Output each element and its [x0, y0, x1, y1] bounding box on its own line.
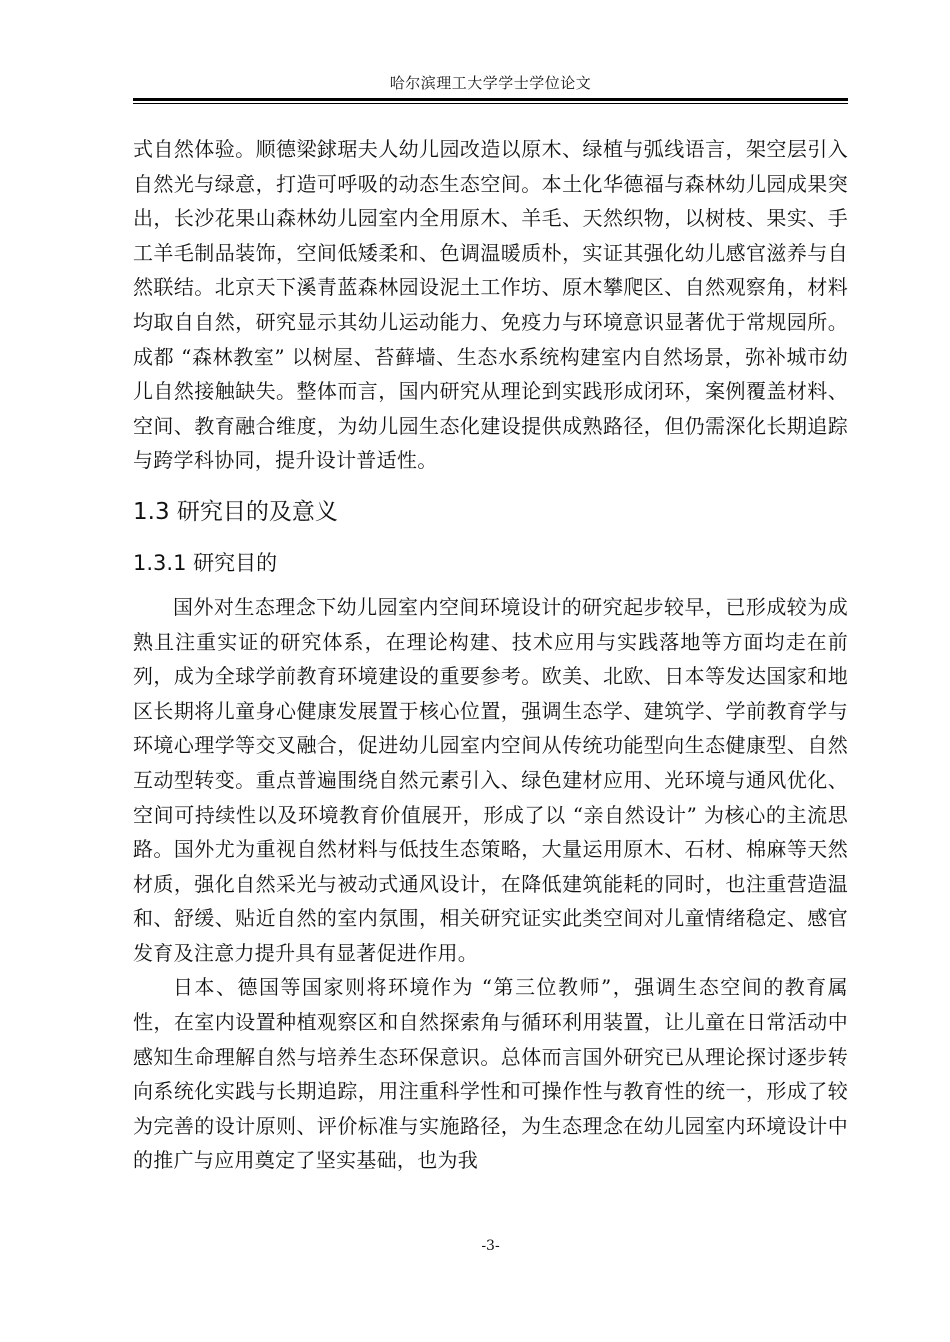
header-rule [133, 98, 848, 101]
running-header: 哈尔滨理工大学学士学位论文 [389, 74, 592, 92]
paragraph-japan-germany: 日本、德国等国家则将环境作为 “第三位教师”，强调生态空间的教育属性，在室内设置种植观察区和自然探索角与循环利用装置，让儿童在日常活动中感知生命理解自然与培养生态环保意识。总体而言国外研究已从理论探讨逐步转向系统化实践与长期追踪，用注重科学性和可操作性与教育性的统一，形成了较为完善的设计原则、评价标准与实施路径，为生态理念在幼儿园室内环境设计中的推广与应用奠定了坚实基础，也为我 [133, 975, 848, 1173]
page-body [133, 132, 848, 1178]
paragraph-foreign-research: 国外对生态理念下幼儿园室内空间环境设计的研究起步较早，已形成较为成熟且注重实证的研究体系，在理论构建、技术应用与实践落地等方面均走在前列，成为全球学前教育环境建设的重要参考。欧美、北欧、日本等发达国家和地区长期将儿童身心健康发展置于核心位置，强调生态学、建筑学、学前教育学与环境心理学等交叉融合，促进幼儿园室内空间从传统功能型向生态健康型、自然互动型转变。重点普遍围绕自然元素引入、绿色建材应用、光环境与通风优化、空间可持续性以及环境教育价值展开，形成了以 “亲自然设计” 为核心的主流思路。国外尤为重视自然材料与低技生态策略，大量运用原木、石材、棉麻等天然材质，强化自然采光与被动式通风设计，在降低建筑能耗的同时，也注重营造温和、舒缓、贴近自然的室内氛围，相关研究证实此类空间对儿童情绪稳定、感官发育及注意力提升具有显著促进作用。 [133, 594, 848, 965]
section-heading: 1.3 研究目的及意义 [133, 498, 338, 525]
paragraph-intro: 式自然体验。顺德梁銶琚夫人幼儿园改造以原木、绿植与弧线语言，架空层引入自然光与绿意，打造可呼吸的动态生态空间。本土化华德福与森林幼儿园成果突出，长沙花果山森林幼儿园室内全用原木、羊毛、天然织物，以树枝、果实、手工羊毛制品装饰，空间低矮柔和、色调温暖质朴，实证其强化幼儿感官滋养与自然联结。北京天下溪青蓝森林园设泥土工作坊、原木攀爬区、自然观察角，材料均取自自然，研究显示其幼儿运动能力、免疫力与环境意识显著优于常规园所。成都 “森林教室” 以树屋、苔藓墙、生态水系统构建室内自然场景，弥补城市幼儿自然接触缺失。整体而言，国内研究从理论到实践形成闭环，案例覆盖材料、空间、教育融合维度，为幼儿园生态化建设提供成熟路径，但仍需深化长期追踪与跨学科协同，提升设计普适性。 [133, 137, 848, 473]
header-rule-thin [133, 103, 848, 104]
subsection-heading: 1.3.1 研究目的 [133, 550, 278, 575]
spacer [133, 582, 848, 590]
page-number: -3- [481, 1238, 500, 1254]
